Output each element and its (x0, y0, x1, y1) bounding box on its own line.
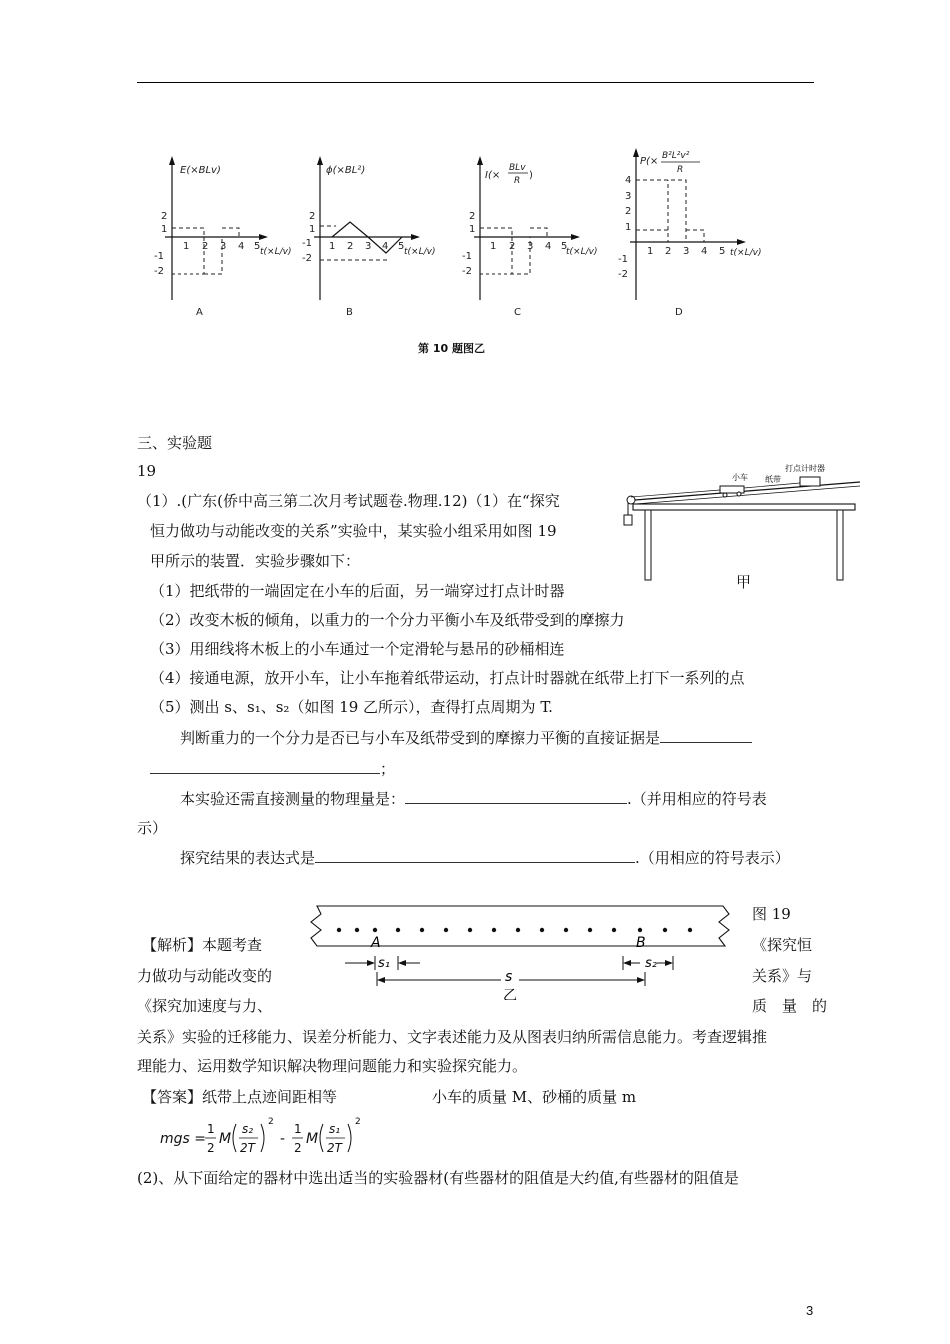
svg-text:s₁: s₁ (329, 1122, 341, 1136)
svg-text:t(×L/v): t(×L/v) (260, 247, 292, 257)
analysis-line: 【解析】本题考查 (142, 936, 263, 954)
svg-text:-1: -1 (302, 238, 312, 249)
figure-19-label: 图 19 (752, 905, 791, 923)
graphs-figure (150, 140, 810, 320)
svg-text:2: 2 (625, 206, 632, 217)
svg-text:4: 4 (701, 246, 708, 257)
svg-text:B²L²v²: B²L²v² (662, 151, 690, 161)
svg-text:-2: -2 (154, 266, 164, 277)
graph-c (462, 156, 597, 318)
svg-text:): ) (529, 170, 533, 181)
graph-d-tag: D (675, 307, 683, 318)
svg-text:1: 1 (625, 222, 632, 233)
analysis-line: 《探究加速度与力、 (137, 997, 273, 1015)
svg-text:P(×: P(× (640, 156, 659, 167)
graphs-caption: 第 10 题图乙 (418, 342, 485, 355)
step-line: （1）把纸带的一端固定在小车的后面，另一端穿过打点计时器 (150, 582, 565, 600)
question-2-cont: 示） (137, 819, 168, 837)
answer-formula (160, 1112, 400, 1164)
label-timer: 打点计时器 (785, 464, 825, 473)
svg-text:1: 1 (294, 1122, 302, 1136)
svg-text:-2: -2 (302, 253, 312, 264)
answer-blank-1b[interactable] (150, 759, 380, 774)
step-line: （5）测出 s、s₁、s₂（如图 19 乙所示），查得打点周期为 T. (150, 698, 553, 716)
svg-text:1: 1 (329, 241, 336, 252)
step-line: （2）改变木板的倾角，以重力的一个分力平衡小车及纸带受到的摩擦力 (150, 611, 625, 629)
step-line: 恒力做功与动能改变的关系”实验中，某实验小组采用如图 19 (150, 522, 557, 540)
step-line: （4）接通电源，放开小车，让小车拖着纸带运动，打点计时器就在纸带上打下一系列的点 (150, 669, 745, 687)
svg-text:BLv: BLv (509, 163, 526, 173)
analysis-line: 关系》实验的迁移能力、误差分析能力、文字表述能力及从图表归纳所需信息能力。考查逻辑推 (137, 1028, 768, 1046)
label-tape: 纸带 (765, 475, 781, 484)
svg-text:2: 2 (509, 241, 516, 252)
graph-a-ylabel: E(×BLv) (180, 165, 221, 176)
svg-text:R: R (514, 176, 521, 186)
svg-text:4: 4 (382, 241, 389, 252)
answer-blank-2[interactable] (405, 789, 627, 804)
graph-a (154, 156, 291, 318)
question-1: 判断重力的一个分力是否已与小车及纸带受到的摩擦力平衡的直接证据是 (180, 727, 752, 749)
svg-text:2: 2 (202, 241, 209, 252)
svg-text:s₂: s₂ (242, 1122, 254, 1136)
question-number: 19 (137, 462, 157, 480)
answer-blank-1a[interactable] (660, 728, 752, 743)
svg-text:1: 1 (469, 224, 476, 235)
svg-text:2: 2 (161, 211, 168, 222)
graph-a-tag: A (196, 307, 203, 318)
svg-text:1: 1 (207, 1122, 215, 1136)
svg-text:-: - (280, 1131, 286, 1147)
svg-text:2: 2 (469, 211, 476, 222)
svg-text:2: 2 (268, 1117, 274, 1127)
point-b: B (636, 935, 646, 951)
svg-text:2: 2 (355, 1117, 361, 1127)
svg-text:t(×L/v): t(×L/v) (566, 247, 598, 257)
analysis-line: 力做功与动能改变的 (137, 967, 273, 985)
svg-text:2T: 2T (240, 1141, 255, 1155)
svg-text:2: 2 (309, 211, 316, 222)
tape-figure (305, 900, 745, 1000)
svg-text:M: M (306, 1131, 319, 1147)
label-car: 小车 (732, 473, 748, 482)
svg-text:2: 2 (347, 241, 354, 252)
part-2-line: (2)、从下面给定的器材中选出适当的实验器材(有些器材的阻值是大约值,有些器材的阻值是 (137, 1169, 739, 1187)
step-line: （1）.(广东(侨中高三第二次月考试题卷.物理.12)（1）在“探究 (137, 492, 560, 510)
svg-text:1: 1 (647, 246, 654, 257)
svg-text:-1: -1 (154, 251, 164, 262)
svg-text:3: 3 (683, 246, 690, 257)
svg-text:1: 1 (309, 224, 316, 235)
svg-text:I(×: I(× (485, 170, 501, 181)
svg-text:2: 2 (665, 246, 672, 257)
graph-c-tag: C (514, 307, 521, 318)
svg-text:5: 5 (561, 241, 568, 252)
svg-text:4: 4 (545, 241, 552, 252)
analysis-line: 《探究恒 (752, 936, 813, 954)
answer-blank-3[interactable] (315, 848, 635, 863)
step-line: 甲所示的装置．实验步骤如下： (150, 552, 361, 570)
svg-text:mgs =: mgs = (160, 1131, 206, 1147)
svg-text:1: 1 (161, 224, 168, 235)
svg-text:-1: -1 (462, 251, 472, 262)
question-2: 本实验还需直接测量的物理量是： .（并用相应的符号表 (180, 790, 767, 808)
graph-b (302, 156, 435, 318)
svg-text:3: 3 (625, 191, 632, 202)
label-s1: s₁ (378, 956, 390, 971)
graph-d (618, 148, 761, 318)
point-a: A (371, 935, 381, 951)
step-line: （3）用细线将木板上的小车通过一个定滑轮与悬吊的砂桶相连 (150, 640, 565, 658)
svg-text:3: 3 (220, 241, 227, 252)
page-number: 3 (806, 1303, 814, 1318)
svg-text:4: 4 (625, 175, 632, 186)
analysis-line: 理能力、运用数学知识解决物理问题能力和实验探究能力。 (137, 1057, 528, 1075)
svg-text:2: 2 (294, 1141, 302, 1155)
label-s2: s₂ (645, 956, 657, 971)
svg-text:5: 5 (254, 241, 261, 252)
answer-line: 【答案】纸带上点迹间距相等 (142, 1088, 338, 1106)
svg-text:1: 1 (183, 241, 190, 252)
graph-b-ylabel: ϕ(×BL²) (326, 165, 366, 176)
analysis-line: 质 量 的 (752, 997, 828, 1015)
svg-text:-2: -2 (618, 269, 628, 280)
svg-text:1: 1 (490, 241, 497, 252)
graph-b-tag: B (346, 307, 353, 318)
label-s: s (505, 969, 513, 985)
svg-text:-1: -1 (618, 254, 628, 265)
question-1-cont: ； (150, 758, 395, 780)
svg-text:5: 5 (719, 246, 726, 257)
svg-text:2: 2 (207, 1141, 215, 1155)
svg-text:3: 3 (365, 241, 372, 252)
svg-text:3: 3 (527, 241, 534, 252)
apparatus-caption: 甲 (736, 573, 752, 591)
svg-text:2T: 2T (327, 1141, 342, 1155)
question-3: 探究结果的表达式是 .（用相应的符号表示） (180, 849, 790, 867)
section-heading: 三、实验题 (137, 434, 213, 452)
tape-caption: 乙 (503, 988, 517, 1000)
svg-text:t(×L/v): t(×L/v) (404, 247, 436, 257)
header-rule (137, 82, 814, 83)
svg-text:-2: -2 (462, 266, 472, 277)
svg-text:R: R (677, 165, 684, 175)
svg-text:4: 4 (238, 241, 245, 252)
svg-text:5: 5 (398, 241, 405, 252)
analysis-line: 关系》与 (752, 967, 813, 985)
answer-line: 小车的质量 M、砂桶的质量 m (432, 1088, 637, 1106)
svg-text:t(×L/v): t(×L/v) (730, 248, 762, 258)
svg-text:M: M (219, 1131, 232, 1147)
